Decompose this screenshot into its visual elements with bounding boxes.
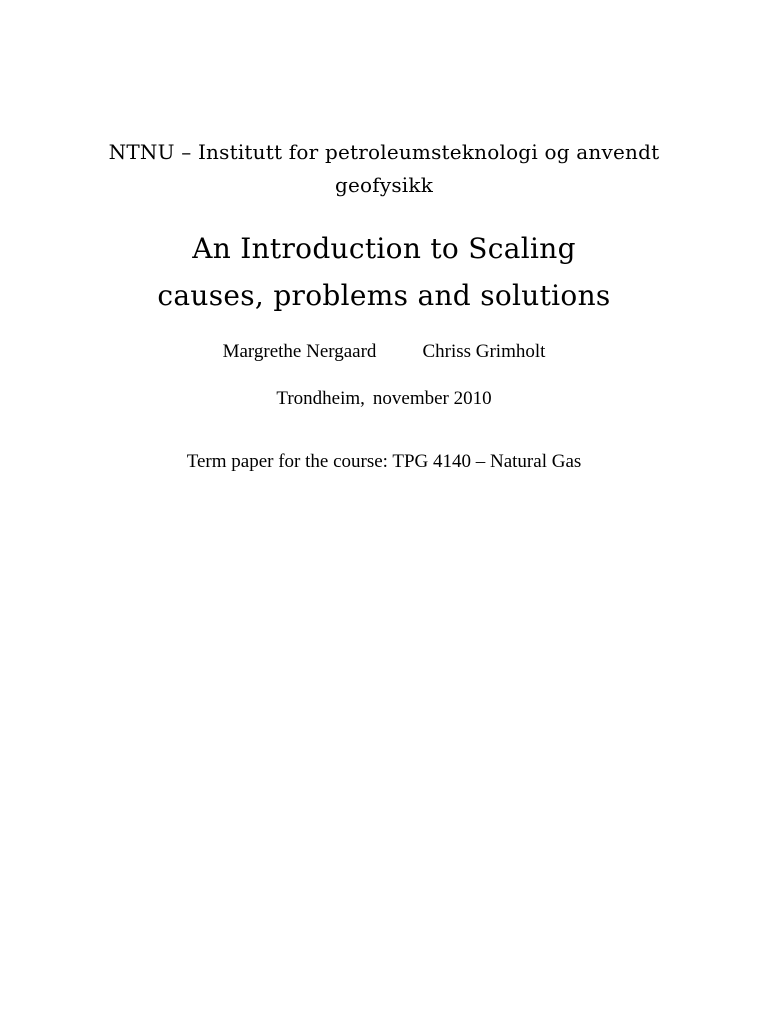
place: Trondheim, [276, 388, 365, 409]
author-name: Margrethe Nergaard [222, 341, 377, 362]
place-and-date [0, 388, 768, 410]
course-note: Term paper for the course: TPG 4140 – Natural Gas [186, 451, 582, 472]
document-title-line-2: causes, problems and solutions [157, 279, 611, 312]
author-name: Chriss Grimholt [422, 341, 546, 362]
document-title-line-1: An Introduction to Scaling [192, 232, 576, 265]
date: november 2010 [372, 388, 492, 409]
author-list [0, 341, 768, 363]
institution-line-1: NTNU – Institutt for petroleumsteknologi og anvendt [108, 140, 660, 164]
institution-line-2: geofysikk [334, 173, 434, 197]
